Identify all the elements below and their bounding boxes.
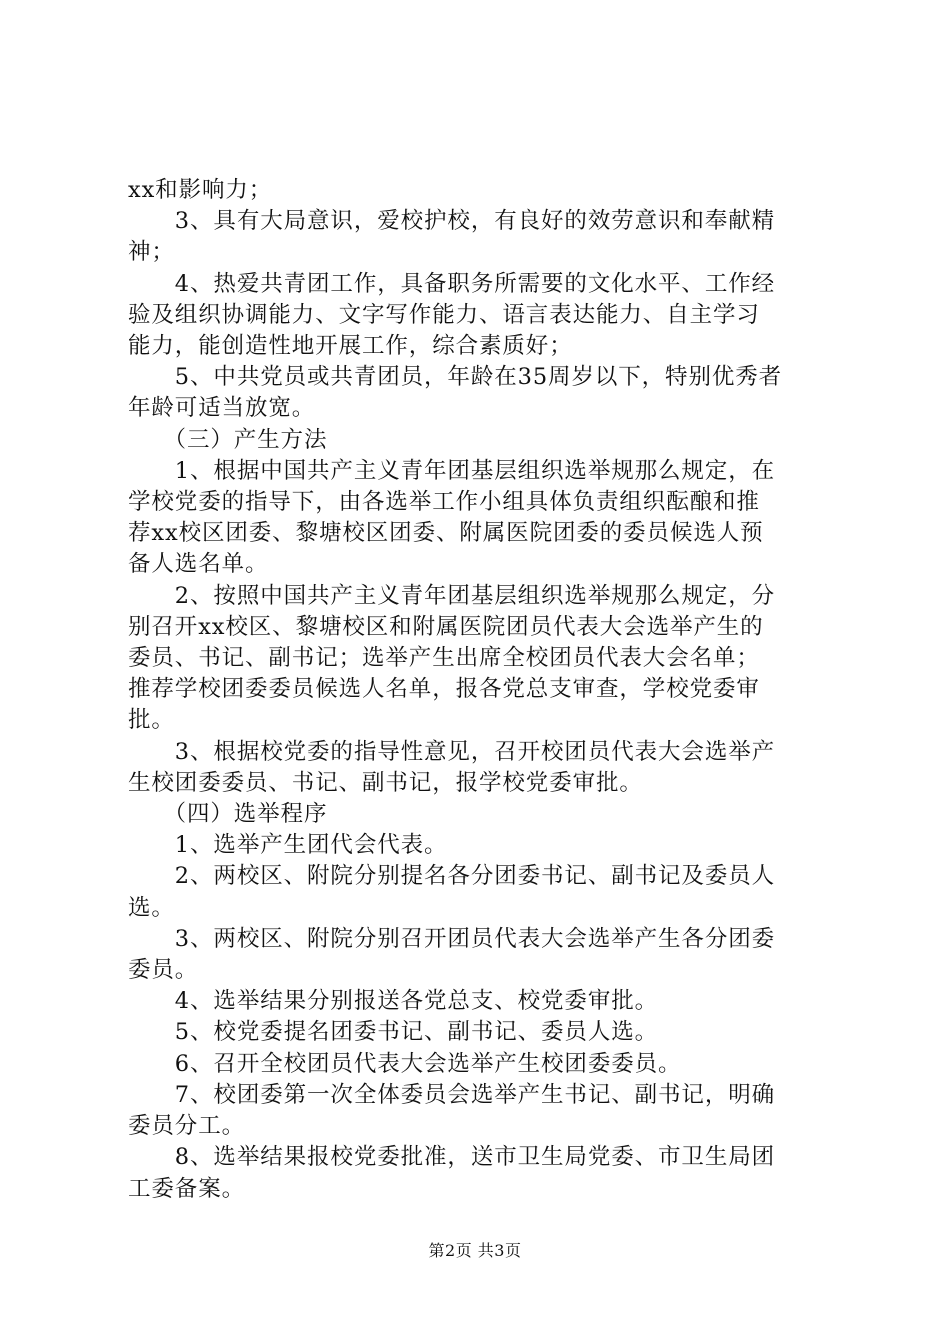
- document-body: [128, 175, 832, 1205]
- page-number-footer: 第2页 共3页: [428, 1241, 522, 1260]
- text-line: 3、具有大局意识，爱校护校，有良好的效劳意识和奉献精: [128, 208, 776, 235]
- text-line: 委员、书记、副书记；选举产生出席全校团员代表大会名单；: [128, 645, 760, 672]
- text-line: 委员分工。: [128, 1113, 246, 1140]
- text-line: 3、两校区、附院分别召开团员代表大会选举产生各分团委: [128, 925, 776, 952]
- text-line: 推荐学校团委委员候选人名单，报各党总支审查，学校党委审: [128, 676, 760, 703]
- text-line: 荐xx校区团委、黎塘校区团委、附属医院团委的委员候选人预: [128, 520, 764, 547]
- text-line: 选。: [128, 894, 175, 921]
- text-line: 5、中共党员或共青团员，年龄在35周岁以下，特别优秀者: [128, 364, 783, 391]
- text-line: 神；: [128, 239, 175, 266]
- text-line: 验及组织协调能力、文字写作能力、语言表达能力、自主学习: [128, 301, 760, 328]
- text-line: 6、召开全校团员代表大会选举产生校团委委员。: [128, 1050, 682, 1077]
- text-line: 7、校团委第一次全体委员会选举产生书记、副书记，明确: [128, 1081, 776, 1108]
- text-line: 5、校党委提名团委书记、副书记、委员人选。: [128, 1019, 659, 1046]
- text-line: 别召开xx校区、黎塘校区和附属医院团员代表大会选举产生的: [128, 613, 764, 640]
- text-line: xx和影响力；: [128, 177, 273, 203]
- text-line: 学校党委的指导下，由各选举工作小组具体负责组织酝酿和推: [128, 489, 760, 516]
- text-line: 2、两校区、附院分别提名各分团委书记、副书记及委员人: [128, 863, 776, 890]
- section-heading: （四）选举程序: [128, 801, 328, 828]
- text-line: 3、根据校党委的指导性意见，召开校团员代表大会选举产: [128, 738, 776, 765]
- text-line: 委员。: [128, 957, 199, 984]
- text-line: 年龄可适当放宽。: [128, 395, 316, 422]
- text-line: 备人选名单。: [128, 551, 269, 578]
- text-line: 生校团委委员、书记、副书记，报学校党委审批。: [128, 769, 643, 796]
- text-line: 8、选举结果报校党委批准，送市卫生局党委、市卫生局团: [128, 1144, 776, 1171]
- text-line: 批。: [128, 707, 175, 734]
- text-line: 4、选举结果分别报送各党总支、校党委审批。: [128, 988, 659, 1015]
- text-line: 工委备案。: [128, 1175, 246, 1202]
- text-line: 1、选举产生团代会代表。: [128, 832, 448, 859]
- text-line: 4、热爱共青团工作，具备职务所需要的文化水平、工作经: [128, 270, 776, 297]
- text-line: 1、根据中国共产主义青年团基层组织选举规那么规定，在: [128, 457, 776, 484]
- text-line: 2、按照中国共产主义青年团基层组织选举规那么规定，分: [128, 582, 776, 609]
- text-line: 能力，能创造性地开展工作，综合素质好；: [128, 333, 573, 360]
- section-heading: （三）产生方法: [128, 426, 328, 453]
